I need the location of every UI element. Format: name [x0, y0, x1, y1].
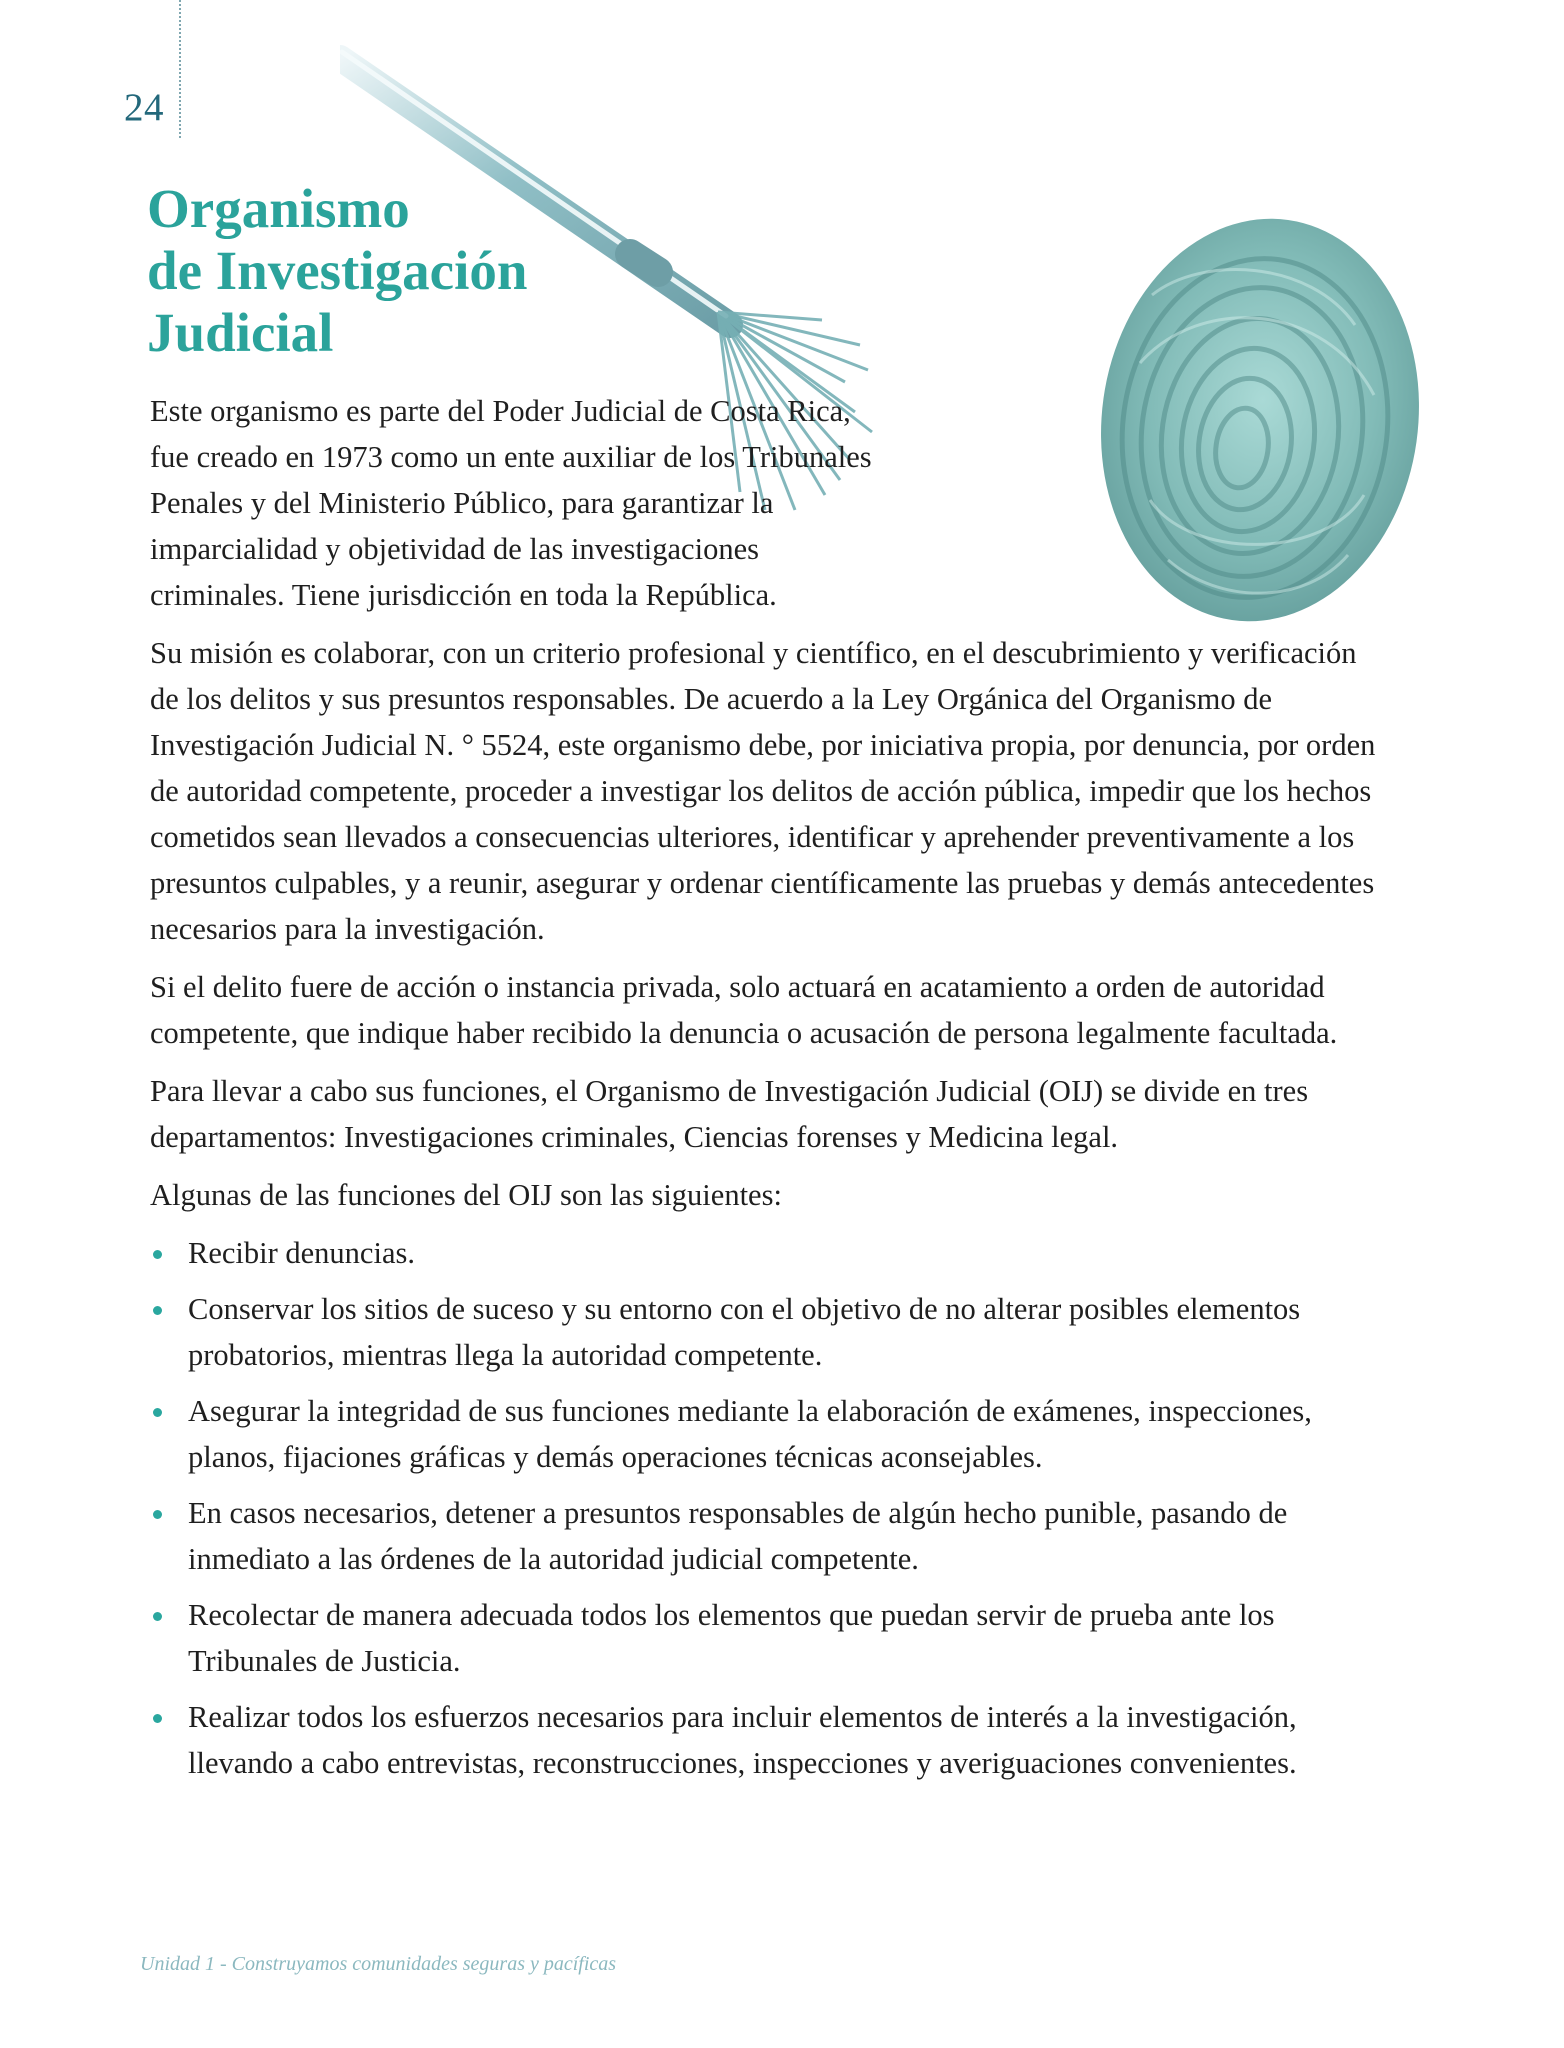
page-title-line-1: Organismo	[147, 178, 410, 239]
list-item-text: Recibir denuncias.	[188, 1236, 415, 1270]
list-item	[150, 1490, 1380, 1582]
bullet-icon	[153, 1306, 162, 1315]
departments-paragraph: Para llevar a cabo sus funciones, el Organismo de Investigación Judicial (OIJ) se divide en tres departamentos: Investigaciones criminales, Ciencias forenses y Medicina legal.	[150, 1074, 1309, 1154]
list-item	[150, 1694, 1380, 1786]
private-action-paragraph: Si el delito fuere de acción o instancia privada, solo actuará en acatamiento a orden de autoridad competente, que indique haber recibido la denuncia o acusación de persona legalmente facultada.	[150, 970, 1338, 1050]
list-item	[150, 1286, 1380, 1378]
page-title-line-2: de Investigación	[147, 240, 528, 301]
bullet-icon	[153, 1612, 162, 1621]
list-item	[150, 1388, 1380, 1480]
dotted-divider	[179, 0, 181, 138]
list-item-text: Conservar los sitios de suceso y su entorno con el objetivo de no alterar posibles elementos probatorios, mientras llega la autoridad competente.	[188, 1292, 1301, 1372]
main-text	[150, 388, 1380, 1796]
intro-paragraph: Este organismo es parte del Poder Judicial de Costa Rica, fue creado en 1973 como un ente auxiliar de los Tribunales Penales y del Ministerio Público, para garantizar la imparcialidad y objetividad de las investigaciones criminales. Tiene jurisdicción en toda la República.	[150, 394, 872, 612]
functions-intro: Algunas de las funciones del OIJ son las siguientes:	[150, 1178, 782, 1212]
list-item-text: Realizar todos los esfuerzos necesarios para incluir elementos de interés a la investigación, llevando a cabo entrevistas, reconstrucciones, inspecciones y averiguaciones convenientes.	[188, 1700, 1297, 1780]
functions-list	[150, 1230, 1380, 1786]
list-item	[150, 1230, 1380, 1276]
page-number: 24	[124, 86, 164, 129]
bullet-icon	[153, 1510, 162, 1519]
bullet-icon	[153, 1714, 162, 1723]
page-footer: Unidad 1 - Construyamos comunidades seguras y pacíficas	[140, 1953, 617, 1975]
list-item-text: Recolectar de manera adecuada todos los elementos que puedan servir de prueba ante los Tribunales de Justicia.	[188, 1598, 1275, 1678]
list-item	[150, 1592, 1380, 1684]
bullet-icon	[153, 1408, 162, 1417]
mission-paragraph: Su misión es colaborar, con un criterio profesional y científico, en el descubrimiento y verificación de los delitos y sus presuntos responsables. De acuerdo a la Ley Orgánica del Organismo de Investigación Judicial N. ° 5524, este organismo debe, por iniciativa propia, por denuncia, por orden de autoridad competente, proceder a investigar los delitos de acción pública, impedir que los hechos cometidos sean llevados a consecuencias ulteriores, identificar y aprehender preventivamente a los presuntos culpables, y a reunir, asegurar y ordenar científicamente las pruebas y demás antecedentes necesarios para la investigación.	[150, 636, 1376, 946]
bullet-icon	[153, 1250, 162, 1259]
list-item-text: En casos necesarios, detener a presuntos responsables de algún hecho punible, pasando de inmediato a las órdenes de la autoridad judicial competente.	[188, 1496, 1288, 1576]
page-title-line-3: Judicial	[147, 302, 334, 363]
list-item-text: Asegurar la integridad de sus funciones mediante la elaboración de exámenes, inspecciones, planos, fijaciones gráficas y demás operaciones técnicas aconsejables.	[188, 1394, 1312, 1474]
